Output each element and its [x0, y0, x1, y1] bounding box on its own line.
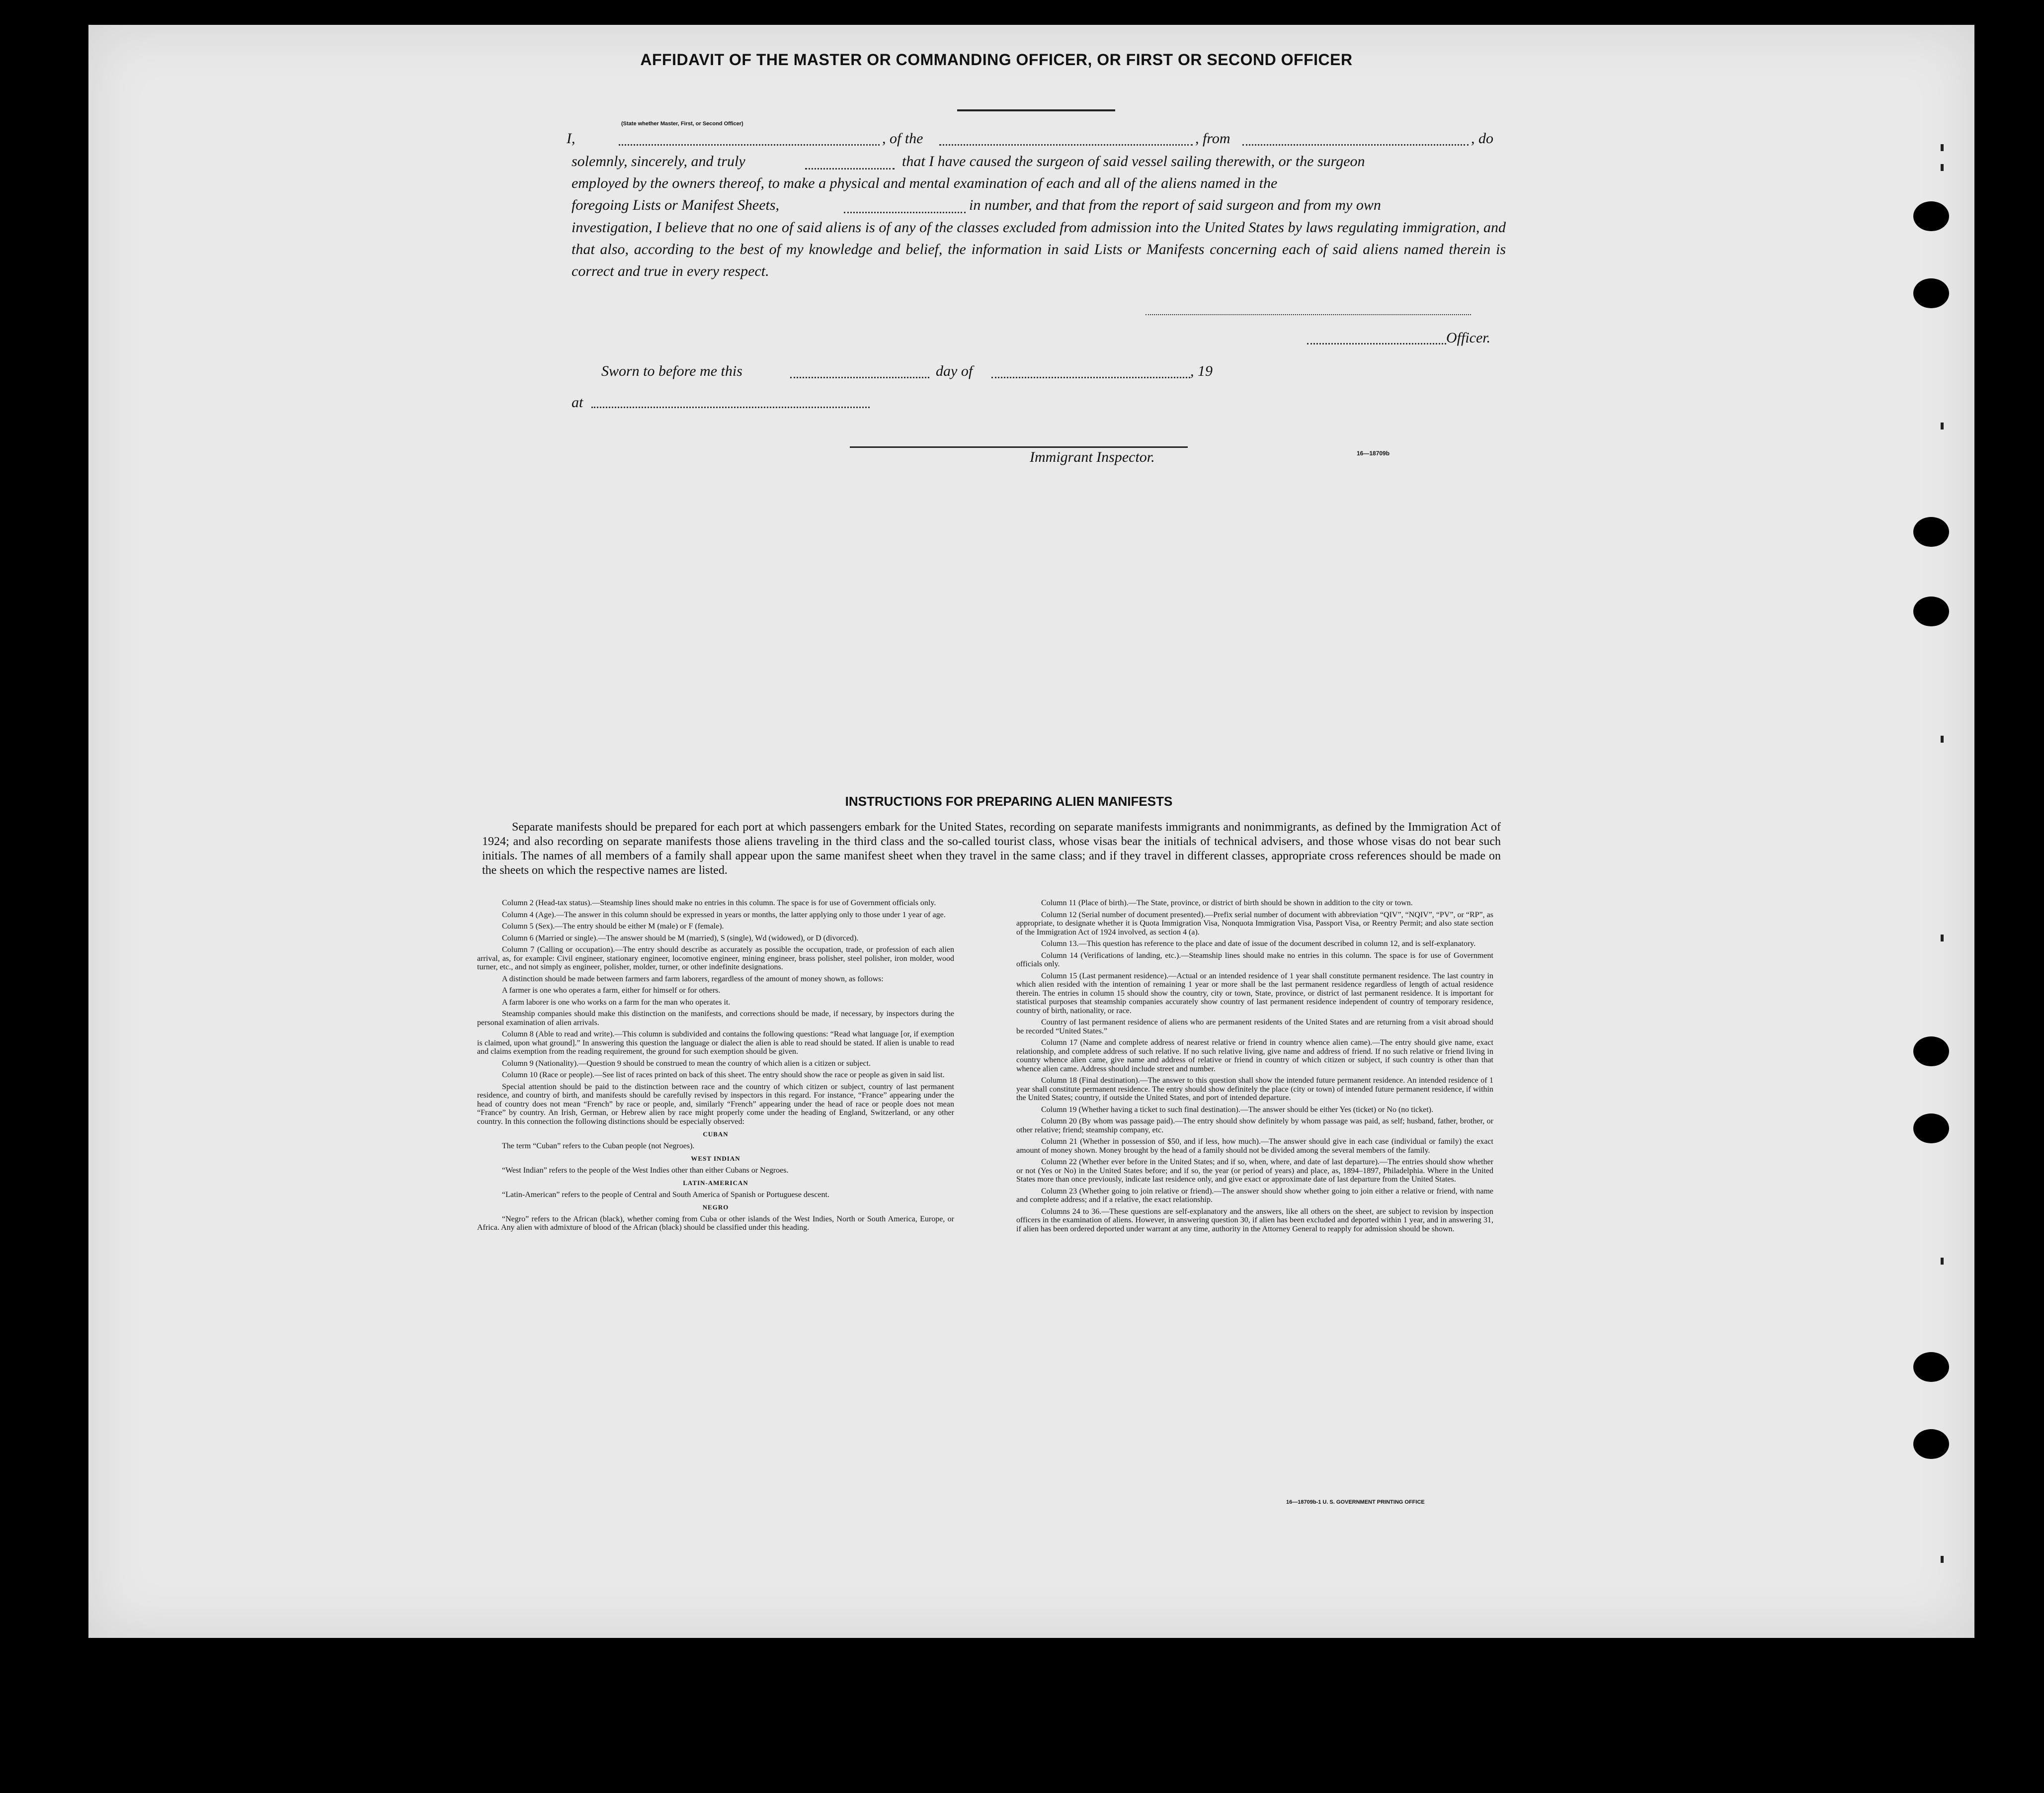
officer-signature-field[interactable] [1307, 343, 1446, 344]
form-number: 16—18709b [1357, 450, 1390, 457]
instructions-right-column [1016, 899, 1493, 1236]
instructions-intro: Separate manifests should be prepared for each port at which passengers embark for the United States, recording on separate manifests immigrants and nonimmigrants, as defined by the Immigration Act of 1924; and also recording on separate manifests those aliens traveling in the third class and the so-called tourist class, whose visas bear the initials of technical advisers, and those whose visas do not bear such initials. The names of all members of a family shall appear upon the same manifest sheet when they travel in the same class; and if they travel in different classes, appropriate cross references should be made on the sheets on which the respective names are listed. [482, 821, 1501, 877]
edge-mark [1941, 1556, 1944, 1563]
instruction-paragraph: A farmer is one who operates a farm, either for himself or for others. [502, 986, 721, 995]
officer-label: Officer. [1446, 330, 1491, 346]
instruction-paragraph: Column 2 (Head-tax status).—Steamship lines should make no entries in this column. The space is for use of Government officials only. [502, 899, 936, 907]
affidavit-body: investigation, I believe that no one of said aliens is of any of the classes excluded from admission into the United States by laws regulating immigration, and that also, according to the best of my knowledge and belief, the information in said Lists or Manifests concerning each of said aliens named therein is correct and true in every respect. [572, 219, 1506, 279]
west-indian-definition: “West Indian” refers to the people of the West Indies other than either Cubans or Negroes. [502, 1166, 789, 1175]
printing-office-footer: 16—18709b-1 U. S. GOVERNMENT PRINTING OFFICE [1286, 1499, 1425, 1505]
edge-mark [1941, 1258, 1944, 1265]
latin-american-definition: “Latin-American” refers to the people of Central and South America of Spanish or Portuguese descent. [502, 1190, 829, 1199]
inspector-signature-line[interactable] [850, 446, 1188, 448]
day-of-label: day of [936, 363, 973, 379]
punch-hole [1913, 201, 1949, 231]
instruction-paragraph: Column 12 (Serial number of document presented).—Prefix serial number of document with abbreviation “QIV”, “NQIV”, “PV”, or “RP”, as appropriate, to designate whether it is Quota Immigration Visa, Nonquota Immigration Visa, Passport Visa, or Reentry Permit; and also state section of the Immigration Act of 1924 involved, as section 4 (a). [1016, 910, 1493, 937]
sworn-text: Sworn to before me this [601, 363, 742, 379]
cuban-definition: The term “Cuban” refers to the Cuban people (not Negroes). [502, 1141, 695, 1150]
punch-hole [1913, 517, 1949, 547]
instruction-paragraph: A farm laborer is one who works on a farm for the man who operates it. [502, 998, 731, 1007]
title-rule [957, 109, 1115, 111]
signature-line[interactable] [1145, 314, 1471, 315]
instruction-paragraph: Steamship companies should make this distinction on the manifests, and corrections should be made, if necessary, by inspectors during the personal examination of alien arrivals. [477, 1010, 954, 1027]
edge-mark [1941, 736, 1944, 743]
sworn-day-field[interactable] [790, 377, 929, 378]
of-the-label: , of the [882, 130, 923, 147]
punch-hole [1913, 597, 1949, 626]
officer-rank-field[interactable] [619, 144, 880, 146]
instruction-paragraph: Columns 24 to 36.—These questions are self-explanatory and the answers, like all others on the sheet, are subject to revision by inspection officers in the examination of aliens. However, in answering question 30, if alien has been excluded and deported within 1 year, and in answering 31, if alien has been ordered deported under warrant at any time, authority in the Attorney General to reapply for admission should be shown. [1016, 1207, 1493, 1233]
instruction-paragraph: Column 19 (Whether having a ticket to such final destination).—The answer should be either Yes (ticket) or No (no ticket). [1041, 1105, 1434, 1114]
vessel-field[interactable] [939, 144, 1193, 146]
sheet-count-field[interactable] [844, 212, 966, 213]
instruction-paragraph: Column 14 (Verifications of landing, etc.).—Steamship lines should make no entries in this column. The space is for use of Government officials only. [1016, 951, 1493, 968]
instruction-paragraph: Column 22 (Whether ever before in the United States; and if so, when, where, and date of last departure).—The entries should show whether or not (Yes or No) in the United States before; and if so, the year (or period of years) and place, as, 1894–1897, Philadelphia. Where in the United States more than once previously, indicate last residence only, and give exact or approximate date of last departure from the United States. [1016, 1158, 1493, 1184]
affidavit-line4a: foregoing Lists or Manifest Sheets, [572, 197, 780, 213]
port-field[interactable] [1242, 144, 1469, 146]
instruction-paragraph: Column 13.—This question has reference to the place and date of issue of the document described in column 12, and is self-explanatory. [1041, 939, 1476, 948]
west-indian-heading: WEST INDIAN [691, 1155, 740, 1162]
punch-hole [1913, 1352, 1949, 1382]
instruction-paragraph: Column 11 (Place of birth).—The State, province, or district of birth should be shown in addition to the city or town. [1041, 899, 1413, 907]
punch-hole [1913, 1113, 1949, 1143]
instruction-paragraph: Special attention should be paid to the distinction between race and the country of which citizen or subject, country of last permanent residence, and country of birth, and manifests should be carefully revised by inspectors in this regard. For instance, “France” appearing under the head of country does not mean “French” by race or people, and, similarly “French” appearing under the head of race or people does not mean “France” by country. An Irish, German, or Hebrew alien by race might properly come under the heading of England, Switzerland, or any other country. In this connection the following distinctions should be especially observed: [477, 1082, 954, 1126]
instruction-paragraph: Column 9 (Nationality).—Question 9 should be construed to mean the country of which alien is a citizen or subject. [502, 1059, 871, 1068]
affidavit-i: I, [567, 130, 575, 147]
instruction-paragraph: Column 20 (By whom was passage paid).—The entry should show definitely by whom passage was paid, as self; husband, father, brother, or other relative; friend; steamship company, etc. [1016, 1117, 1493, 1134]
instruction-paragraph: Column 10 (Race or people).—See list of races printed on back of this sheet. The entry should show the race or people as given in said list. [502, 1071, 945, 1079]
from-label: , from [1195, 130, 1230, 147]
punch-hole [1913, 278, 1949, 308]
instruction-paragraph: A distinction should be made between farmers and farm laborers, regardless of the amount of money shown, as follows: [502, 974, 884, 983]
instruction-paragraph: Column 18 (Final destination).—The answer to this question shall show the intended future permanent residence. An intended residence of 1 year shall constitute permanent residence. The entry should show definitely the place (city or town) of intended future permanent residence, if within the United States; country, if outside the United States, and port of intended departure. [1016, 1076, 1493, 1102]
edge-mark [1941, 144, 1944, 151]
affidavit-line4b: in number, and that from the report of said surgeon and from my own [969, 197, 1381, 213]
edge-mark [1941, 423, 1944, 429]
instructions-title: INSTRUCTIONS FOR PREPARING ALIEN MANIFESTS [845, 794, 1173, 809]
instruction-paragraph: Column 17 (Name and complete address of nearest relative or friend in country whence alien came).—The entry should give name, exact relationship, and complete address of such relative. If no such relative living, give name and address of friend. If no such relative or friend living in country whence alien came, give name and address of relative or friend in country of which citizen or subject, if such country is other than that whence alien came. Address should include street and number. [1016, 1038, 1493, 1073]
cuban-heading: CUBAN [703, 1130, 729, 1138]
affidavit-line3: employed by the owners thereof, to make a physical and mental examination of each and all of the aliens named in the [572, 175, 1278, 191]
at-label: at [572, 394, 583, 411]
instruction-paragraph: Column 23 (Whether going to join relative or friend).—The answer should show whether going to join either a relative or friend, with name and complete address; and if a relative, the exact relationship. [1016, 1187, 1493, 1204]
instruction-paragraph: Country of last permanent residence of aliens who are permanent residents of the United States and are returning from a visit abroad should be recorded “United States.” [1016, 1018, 1493, 1035]
year-label: , 19 [1190, 363, 1213, 379]
edge-mark [1941, 935, 1944, 941]
negro-definition: “Negro” refers to the African (black), whether coming from Cuba or other islands of the West Indies, North or South America, Europe, or Africa. Any alien with admixture of blood of the African (black) should be classified under this heading. [477, 1214, 954, 1232]
officer-rank-note: (State whether Master, First, or Second Officer) [621, 121, 743, 127]
swear-affirm-field[interactable] [805, 168, 895, 170]
instruction-paragraph: Column 4 (Age).—The answer in this column should be expressed in years or months, the latter applying only to those under 1 year of age. [502, 910, 946, 919]
do-label: , do [1471, 130, 1493, 147]
instructions-left-column [477, 899, 954, 1235]
punch-hole [1913, 1036, 1949, 1066]
instruction-paragraph: Column 6 (Married or single).—The answer should be M (married), S (single), Wd (widowed), or D (divorced). [502, 934, 859, 942]
instruction-paragraph: Column 7 (Calling or occupation).—The entry should describe as accurately as possible the occupation, trade, or profession of each alien arrival, as, for example: Civil engineer, stationary engineer, locomotive engineer, mining engineer, brass polisher, steel polisher, iron molder, wood turner, etc., and not simply as engineer, polisher, molder, turner, or other indefinite designations. [477, 945, 954, 971]
instruction-paragraph: Column 15 (Last permanent residence).—Actual or an intended residence of 1 year shall constitute permanent residence. The last country in which alien resided with the intention of remaining 1 year or more shall be the last permanent residence regardless of length of actual residence therein. The entries in column 15 should show the country, city or town, State, province, or district of last permanent residence. It is important for statistical purposes that steamship companies accurately show country of last permanent residence independent of country of temporary residence, country of birth, nationality, or race. [1016, 971, 1493, 1015]
affidavit-line2: that I have caused the surgeon of said vessel sailing therewith, or the surgeon [902, 153, 1365, 170]
instruction-paragraph: Column 8 (Able to read and write).—This column is subdivided and contains the following questions: “Read what language [or, if exemption is claimed, upon what ground].” In answering this question the language or dialect the alien is able to read should be stated. If alien is unable to read and claims exemption from the reading requirement, the ground for such exemption should be given. [477, 1030, 954, 1056]
punch-hole [1913, 1429, 1949, 1459]
edge-mark [1941, 164, 1944, 171]
latin-american-heading: LATIN-AMERICAN [683, 1179, 748, 1187]
negro-heading: NEGRO [702, 1203, 729, 1211]
sworn-place-field[interactable] [591, 407, 870, 408]
solemnly-text: solemnly, sincerely, and truly [572, 153, 745, 170]
sworn-month-field[interactable] [991, 377, 1190, 378]
affidavit-title: AFFIDAVIT OF THE MASTER OR COMMANDING OFFICER, OR FIRST OR SECOND OFFICER [640, 51, 1353, 69]
instruction-paragraph: Column 5 (Sex).—The entry should be either M (male) or F (female). [502, 922, 724, 931]
instruction-paragraph: Column 21 (Whether in possession of $50, and if less, how much).—The answer should give in each case (individual or family) the exact amount of money shown. Money brought by the head of a family should not be divided among the several members of the family. [1016, 1137, 1493, 1155]
inspector-label: Immigrant Inspector. [1030, 449, 1155, 465]
